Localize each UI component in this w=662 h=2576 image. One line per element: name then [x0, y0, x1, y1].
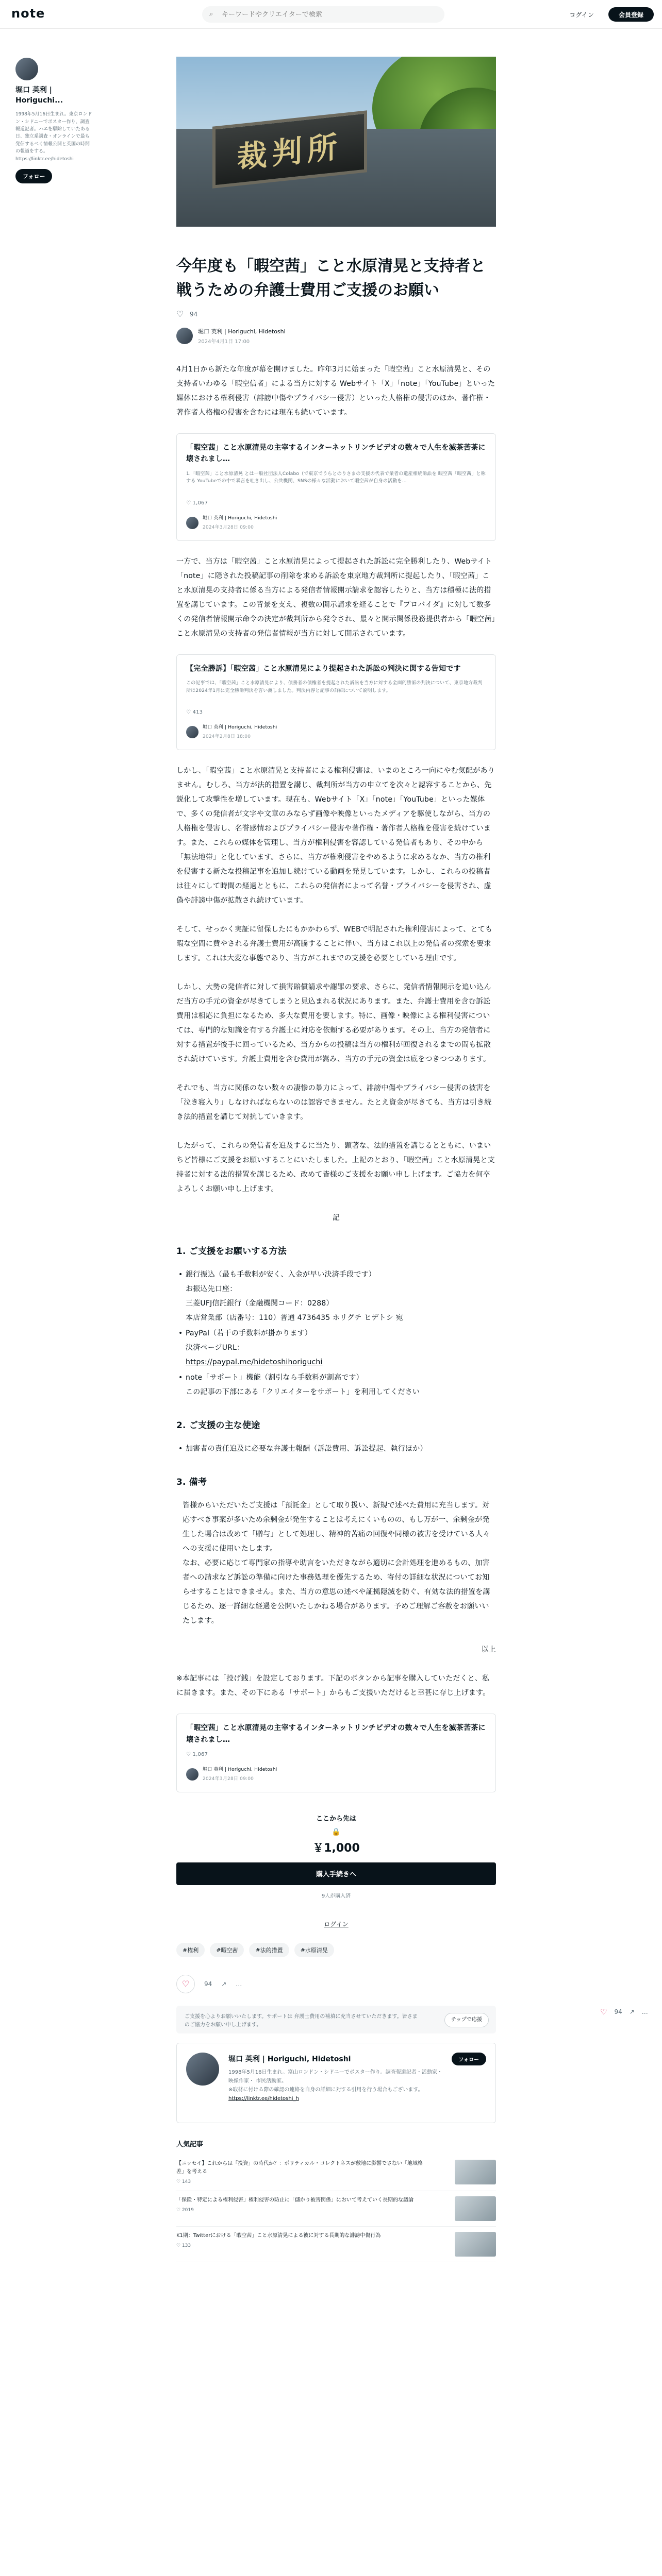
paragraph: したがって、これらの発信者を追及するに当たり、顕著な、法的措置を講じるとともに、いまいちど皆様にご支援をお願いすることにいたしました。上記のとおり、「暇空茜」こと水原清晃と支持者に対する法的措置を講じるため、改めて皆様のご支援をお願い申し上げます。ご協力を何卒よろしくお願い申し上げます。: [176, 1142, 495, 1194]
search-icon: ⌕: [209, 10, 213, 18]
list-item[interactable]: K1期：Twitterにおける「暇空茜」こと水原清晃による彼に対する長期的な誹謗中傷行為 ♡ 133: [176, 2227, 496, 2262]
floating-actions: [600, 2007, 648, 2016]
author-row: [176, 327, 496, 345]
tag[interactable]: #水原清晃: [294, 1943, 334, 1957]
support-bar: [176, 2006, 496, 2033]
support-button[interactable]: チップで応援: [444, 2013, 489, 2027]
heart-icon: ♡: [181, 1979, 190, 1989]
sidebar-creator-name[interactable]: 堀口 英利 | Horiguchi...: [15, 86, 63, 105]
article-title: 今年度も「暇空茜」こと水原清晃と支持者と戦うための弁護士費用ご支援のお願い: [176, 257, 486, 299]
creator-link[interactable]: https://linktr.ee/hidetoshi_h: [228, 2095, 299, 2102]
embedded-article-card[interactable]: [176, 433, 496, 541]
thumbnail: [455, 2160, 496, 2184]
embedded-article-card[interactable]: [176, 654, 496, 750]
thumbnail: [455, 2232, 496, 2257]
court-sign-image: 裁判所: [212, 110, 367, 189]
embed-author: 堀口 英利 | Horiguchi, Hidetoshi 2024年3月28日 09:00: [186, 1765, 486, 1784]
creator-bio: 1998年5月16日生まれ。富山ロンドン・シドニーでポスター作り。調査報道記者・活動家・映像作家・ 市民活動家。 ※取材に付ける際の確認の連絡を自身の詳細に対する引用を行う場合もございます。 https://linktr.ee/hidetoshi_h: [228, 2068, 445, 2103]
tag-list: [176, 1943, 496, 1957]
popular-heading: 人気記事: [176, 2140, 204, 2148]
login-button[interactable]: ログイン: [569, 11, 594, 19]
article-column: [176, 57, 496, 2262]
sidebar-creator: [15, 58, 93, 183]
embed-author: 堀口 英利 | Horiguchi, Hidetoshi 2024年2月8日 18:00: [186, 723, 486, 741]
tag[interactable]: #暇空茜: [210, 1943, 244, 1957]
embed-likes: ♡ 1,067: [186, 500, 208, 506]
thumbnail: [455, 2196, 496, 2221]
avatar[interactable]: [186, 2053, 219, 2086]
more-icon[interactable]: …: [236, 1980, 242, 1988]
paywall-label: ここから先は: [316, 1815, 356, 1823]
embedded-article-card[interactable]: [176, 1714, 496, 1792]
avatar: [186, 517, 198, 529]
paragraph: 一方で、当方は「暇空茜」こと水原清晃によって提起された訴訟に完全勝利したり、Webサイト「note」に隠された投稿記事の削除を求める訴訟を東京地方裁判所に提起したり、「暇空茜」こと水原清晃の支持者に係る当方による発信者情報開示請求を認容したりと、当方は積極に法的措置を講じています。この背景を支え、複数の開示請求を経ることで『プロバイダ』に対して数多くの発信者情報開示命令の決定が裁判所から発令され、最々と開示関係役務提供者から「暇空茜」こと水原清晃の支持者の発信者情報が当方に対して開示されています。: [176, 557, 495, 638]
paypal-link[interactable]: https://paypal.me/hidetoshihoriguchi: [186, 1358, 323, 1367]
author-name[interactable]: 堀口 英利 | Horiguchi, Hidetoshi: [198, 328, 286, 335]
action-row: [176, 1975, 496, 1993]
tag[interactable]: #法的措置: [249, 1943, 289, 1957]
paragraph: なお、必要に応じて専門家の指導や助言をいただきながら適切に会計処理を進めるもの、加害者への請求など訴訟の準備に向けた事務処理を優先するため、寄付の詳細な状況についてお知らせすることはできません。また、当方の意思の述べや証拠隠滅を防ぐ、有効な法的措置を講じるため、逐一詳細な経過を公開いたしかねる場合があります。予めご理解ご容赦をお願いいたします。: [183, 1559, 490, 1625]
creator-name[interactable]: 堀口 英利 | Horiguchi, Hidetoshi: [228, 2055, 351, 2063]
share-icon[interactable]: ↗: [221, 1980, 227, 1988]
avatar[interactable]: [15, 58, 38, 80]
avatar: [186, 1768, 198, 1781]
list-item[interactable]: 「保険・特定による権利侵害」権利侵害の防止に「儲かり被害関係」において考えていく長期的な議論 ♡ 2019: [176, 2191, 496, 2227]
note-logo[interactable]: note: [11, 6, 45, 21]
price: ￥1,000: [312, 1841, 360, 1855]
like-count: 94: [614, 2008, 622, 2015]
heart-icon[interactable]: ♡: [600, 2007, 607, 2016]
support-text: ご支援を心よりお願いいたします。サポートは 弁護士費用の補填に充当させていただきます。皆さま のご協力をお願い申し上げます。: [185, 2013, 418, 2028]
embed-excerpt: この記事では、「暇空茜」こと水原清晃により、債務者の債権者を提起された訴訟を当方に対する全面的勝訴の判決について、東京地方裁判所は2024年1月に完全勝訴判決を言い渡しました。判決内容と記事の詳細について説明します。: [186, 681, 483, 693]
sidebar-creator-bio: 1998年5月16日生まれ。東京ロンドン・シドニーでポスター作り、調査報道記者。ハエを駆除していたある日、独立系調査・オンラインで最も発信するべく情報公開と英国の時間の報道をする。https://linktr.ee/hidetoshi: [15, 112, 92, 162]
article-body: [176, 362, 496, 1792]
publish-date: 2024年4月1日 17:00: [198, 339, 250, 345]
paragraph: 4月1日から新たな年度が幕を開けました。昨年3月に始まった「暇空茜」こと水原清晃と、その支持者いわゆる「暇空信者」による当方に対する Webサイト「X」「note」「YouTube」といった媒体における権利侵害（誹謗中傷やプライバシー侵害）といった人格権の侵害のほか、著作権・著作者人格権の侵害を含むには現在も続いています。: [176, 365, 495, 417]
ijou-text: 以上: [481, 1646, 496, 1654]
login-link[interactable]: ログイン: [324, 1920, 349, 1928]
list-item: • 銀行振込（最も手数料が安く、入金が早い決済手段です） お振込先口座： 三菱UFJ信託銀行（金融機関コード：0288） 本店営業部（店番号：110）普通 4736435 ホリグチ ヒデトシ 宛: [186, 1267, 496, 1325]
list-item: • note「サポート」機能（割引なら手数料が割高です） この記事の下部にある「クリエイターをサポート」を利用してください: [186, 1370, 496, 1399]
more-icon[interactable]: …: [641, 2008, 648, 2015]
paragraph: しかし、「暇空茜」こと水原清晃と支持者による権利侵害は、いまのところ一向にやむ気配がありません。むしろ、当方が法的措置を講じ、裁判所が当方の申立てを次々と認容することから、先鋭化して攻撃性を増しています。現在も、Webサイト「X」「note」「YouTube」といった媒体で、多くの発信者が文字や文章のみならず画像や映像といったメディアを駆使しながら、当方の人格権を侵害し、名誉感情およびプライバシー侵害や著作権・著作者人格権を侵害を続けています。また、これらの媒体を管理し、当方が権利侵害を容認している発信者もあり、その中から「無法地帯」と化しています。さらに、当方が権利侵害をやめるように求めるなか、当方の権利を侵害する新たな投稿記事を追加し続けている動画を発見しています。しかし、これらの投稿者は往々にして時間の経過とともに、これらの発信者によって名誉・プライバシーを侵害され、虚偽や誹謗中傷が拡散され続けています。: [176, 767, 495, 905]
tag[interactable]: #権利: [176, 1943, 205, 1957]
embed-title: 「暇空茜」こと水原清晃の主宰するインターネットリンチビデオの数々で人生を滅茶苦茶に壊されまし…: [186, 1724, 486, 1744]
avatar[interactable]: [176, 328, 193, 344]
popular-articles: [176, 2139, 496, 2262]
embed-excerpt: 1.「暇空茜」こと水原清晃 とは一般社団法人Colabo（で東京でうらとのりさまの支援の代表で業者の遺産相続訴訟を 暇空茜「暇空茜」と称する YouTubeでの中で暴言を吐き出し、公共機関、SNSの様々な活動において暇空茜が自身の活動を…: [186, 471, 486, 484]
paragraph: ※本記事には「投げ銭」を設定しております。下記のボタンから記事を購入していただくと、私に届きます。また、その下にある「サポート」からもご支援いただけると幸甚に存じ上げます。: [176, 1674, 490, 1698]
embed-likes: ♡ 413: [186, 709, 203, 716]
list-item: • 加害者の責任追及に必要な弁護士報酬（訴訟費用、訴訟提起、執行ほか）: [186, 1442, 496, 1456]
like-row: [176, 310, 496, 319]
share-icon[interactable]: ↗: [629, 2008, 635, 2015]
creator-card: [176, 2043, 496, 2123]
avatar: [186, 726, 198, 738]
purchase-count: 9人が購入済: [321, 1893, 351, 1899]
search-input[interactable]: [222, 11, 428, 19]
heart-icon[interactable]: ♡: [176, 309, 184, 319]
site-header: [0, 0, 662, 29]
paragraph: そして、せっかく実証に留保したにもかかわらず、WEBで明記された権利侵害によって、とても暇な空間に費やされる弁護士費用が高騰することに伴い、当方はこれ以上の発信者の探索を要求します。これは大変な事態であり、当方がこれまでの支援を必要としている理由です。: [176, 925, 493, 963]
like-button[interactable]: [176, 1975, 195, 1993]
paywall: [176, 1813, 496, 1899]
section-heading: 1. ご支援をお願いする方法: [176, 1246, 287, 1257]
list-item[interactable]: 【ニッセイ】これからは「投資」の時代か？：ポリティカル・コレクトネスが敷地に影響でさない「地域格差」を考える ♡ 143: [176, 2155, 496, 2191]
like-count: 94: [204, 1980, 212, 1988]
embed-title: 【完全勝訴】「暇空茜」こと水原清晃により提起された訴訟の判決に関する告知です: [186, 664, 461, 673]
follow-button[interactable]: フォロー: [452, 2053, 487, 2065]
ki-heading: 記: [332, 1214, 340, 1223]
signup-button[interactable]: 会員登録: [608, 7, 654, 22]
purchase-button[interactable]: 購入手続きへ: [176, 1862, 496, 1885]
list-item: • PayPal（若干の手数料が掛かります） 決済ページURL： https://paypal.me/hidetoshihoriguchi: [186, 1326, 496, 1369]
sidebar-follow-button[interactable]: フォロー: [15, 169, 52, 183]
lock-icon: 🔒: [332, 1827, 341, 1836]
embed-title: 「暇空茜」こと水原清晃の主宰するインターネットリンチビデオの数々で人生を滅茶苦茶に壊されまし…: [186, 444, 486, 464]
section-heading: 3. 備考: [176, 1477, 207, 1488]
embed-likes: ♡ 1,067: [186, 1751, 208, 1757]
hero-image: [176, 57, 496, 227]
paragraph: それでも、当方に関係のない数々の凄惨の暴力によって、誹謗中傷やプライバシー侵害の被害を「泣き寝入り」しなければならないのは認容できません。たとえ資金が尽きても、当方は引き続き法的措置を講じて対抗していきます。: [176, 1084, 492, 1122]
paragraph: しかし、大勢の発信者に対して損害賠償請求や謝罪の要求、さらに、発信者情報開示を追い込んだ当方の手元の資金が尽きてしまうと見込まれる状況にあります。また、弁護士費用を含む訴訟費用は相応に負担になるため、多大な費用を要します。特に、画像・映像による権利侵害については、専門的な知識を有する弁護士に対応を依頼する必要があります。その上、当方の発信者に対する措置が後手に回っているため、当方からの投稿は当方の権利が回復されるまでの間も拡散され続けています。弁護士費用を含む費用が嵩み、当方の手元の資金は底をつきつつあります。: [176, 983, 491, 1064]
section-heading: 2. ご支援の主な使途: [176, 1420, 260, 1431]
embed-author: 堀口 英利 | Horiguchi, Hidetoshi 2024年3月28日 09:00: [186, 514, 486, 532]
like-count: 94: [190, 311, 198, 318]
search-bar[interactable]: [202, 6, 444, 23]
paragraph: 皆様からいただいたご支援は「預託金」として取り扱い、新規で述べた費用に充当します。対応すべき事案が多いため余剰金が発生することは考えにくいものの、もし万が一、余剰金が発生した場合は改めて「贈与」として処理し、精神的苦痛の回復や同様の被害を受けている人々への支援に使用いたします。: [183, 1501, 490, 1553]
